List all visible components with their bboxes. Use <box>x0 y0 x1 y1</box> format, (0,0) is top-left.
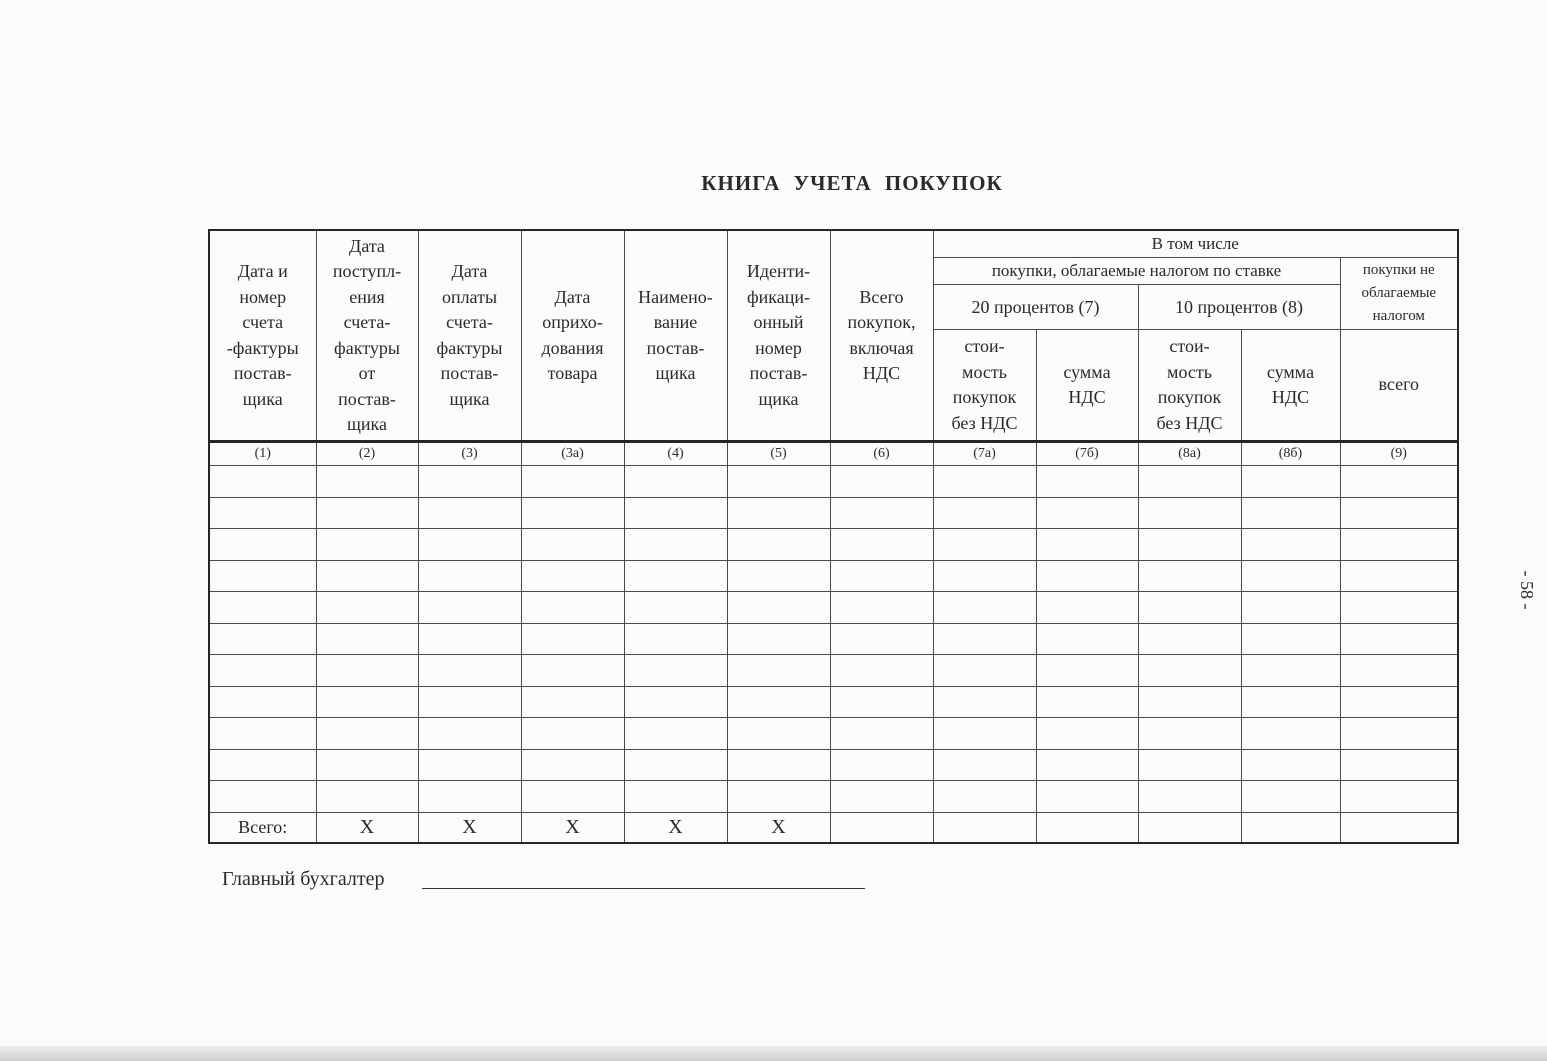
table-cell <box>1340 749 1458 781</box>
table-cell <box>1138 781 1241 813</box>
header-supplier-name: Наимено- вание постав- щика <box>624 230 727 442</box>
total-x-mark: X <box>624 812 727 843</box>
table-cell <box>209 781 316 813</box>
table-cell <box>1340 592 1458 624</box>
table-cell <box>1138 529 1241 561</box>
column-number: (2) <box>316 442 418 466</box>
table-row <box>209 686 1458 718</box>
table-cell <box>1340 623 1458 655</box>
table-cell <box>727 749 830 781</box>
table-cell <box>1036 686 1138 718</box>
table-cell <box>209 655 316 687</box>
table-cell <box>1138 466 1241 498</box>
table-cell <box>1036 655 1138 687</box>
table-cell <box>1340 560 1458 592</box>
total-x-mark: X <box>521 812 624 843</box>
table-cell <box>521 655 624 687</box>
table-cell <box>727 560 830 592</box>
header-vat-amount-10: сумма НДС <box>1241 330 1340 442</box>
table-cell <box>624 749 727 781</box>
table-cell <box>521 560 624 592</box>
table-row <box>209 497 1458 529</box>
table-cell <box>727 466 830 498</box>
column-number: (7а) <box>933 442 1036 466</box>
scan-edge <box>0 1046 1547 1061</box>
signature-line <box>422 888 865 889</box>
header-invoice-date-number: Дата и номер счета -фактуры постав- щика <box>209 230 316 442</box>
table-cell <box>933 592 1036 624</box>
table-cell <box>418 686 521 718</box>
table-cell <box>624 560 727 592</box>
table-cell <box>1138 623 1241 655</box>
table-cell <box>521 497 624 529</box>
table-cell <box>1241 497 1340 529</box>
table-cell <box>1241 749 1340 781</box>
total-x-mark: X <box>316 812 418 843</box>
total-section <box>209 812 1458 843</box>
column-number: (7б) <box>1036 442 1138 466</box>
table-cell <box>1138 686 1241 718</box>
table-cell <box>418 781 521 813</box>
header-untaxed-purchases: покупки не облагаемые налогом <box>1340 258 1458 330</box>
table-row <box>209 466 1458 498</box>
table-cell <box>418 466 521 498</box>
table-cell <box>830 529 933 561</box>
table-cell <box>1138 497 1241 529</box>
chief-accountant-label: Главный бухгалтер <box>222 868 385 890</box>
header-row-a <box>209 230 1458 258</box>
table-cell <box>1036 749 1138 781</box>
table-header <box>209 230 1458 442</box>
table-cell <box>521 749 624 781</box>
header-taxed-purchases: покупки, облагаемые налогом по ставке <box>933 258 1340 285</box>
header-invoice-received-date: Дата поступл- ения счета- фактуры от постав- щика <box>316 230 418 442</box>
total-cell <box>1036 812 1138 843</box>
table-cell <box>209 592 316 624</box>
column-number: (5) <box>727 442 830 466</box>
table-cell <box>418 592 521 624</box>
table-row <box>209 655 1458 687</box>
table-cell <box>1138 592 1241 624</box>
table-row <box>209 529 1458 561</box>
column-number: (8б) <box>1241 442 1340 466</box>
table-cell <box>933 655 1036 687</box>
table-cell <box>1340 655 1458 687</box>
table-cell <box>933 623 1036 655</box>
header-rate-20: 20 процентов (7) <box>933 285 1138 330</box>
column-number: (9) <box>1340 442 1458 466</box>
table-cell <box>521 529 624 561</box>
column-number: (8а) <box>1138 442 1241 466</box>
table-cell <box>1241 655 1340 687</box>
column-number-row <box>209 442 1458 466</box>
table-cell <box>624 592 727 624</box>
table-cell <box>933 466 1036 498</box>
purchase-ledger-table <box>208 229 1459 844</box>
table-cell <box>1036 623 1138 655</box>
table-cell <box>418 560 521 592</box>
table-cell <box>830 749 933 781</box>
table-cell <box>209 686 316 718</box>
total-cell <box>933 812 1036 843</box>
table-cell <box>933 560 1036 592</box>
table-cell <box>521 686 624 718</box>
header-including: В том числе <box>933 230 1458 258</box>
table-cell <box>1241 560 1340 592</box>
table-cell <box>316 686 418 718</box>
table-cell <box>1340 686 1458 718</box>
table-cell <box>316 592 418 624</box>
table-cell <box>209 560 316 592</box>
table-cell <box>933 781 1036 813</box>
table-cell <box>933 686 1036 718</box>
table-cell <box>933 529 1036 561</box>
table-cell <box>727 497 830 529</box>
column-number: (1) <box>209 442 316 466</box>
table-cell <box>624 655 727 687</box>
header-untaxed-total: всего <box>1340 330 1458 442</box>
table-cell <box>316 497 418 529</box>
table-cell <box>624 718 727 750</box>
table-cell <box>1241 592 1340 624</box>
header-invoice-payment-date: Дата оплаты счета- фактуры постав- щика <box>418 230 521 442</box>
table-cell <box>316 466 418 498</box>
table-cell <box>1138 718 1241 750</box>
table-cell <box>1340 497 1458 529</box>
table-cell <box>727 623 830 655</box>
header-vat-amount-20: сумма НДС <box>1036 330 1138 442</box>
document-title: КНИГА УЧЕТА ПОКУПОК <box>701 171 1003 195</box>
total-cell <box>1340 812 1458 843</box>
table-cell <box>418 623 521 655</box>
table-cell <box>1036 781 1138 813</box>
table-cell <box>1241 781 1340 813</box>
table-cell <box>521 592 624 624</box>
table-cell <box>209 529 316 561</box>
header-cost-excl-vat-10: стои- мость покупок без НДС <box>1138 330 1241 442</box>
table-cell <box>521 623 624 655</box>
table-cell <box>1340 466 1458 498</box>
table-cell <box>1340 529 1458 561</box>
table-row <box>209 781 1458 813</box>
table-cell <box>418 749 521 781</box>
table-cell <box>624 497 727 529</box>
total-x-mark: X <box>727 812 830 843</box>
page-number: - 58 - <box>1517 570 1537 610</box>
table-cell <box>1138 749 1241 781</box>
total-x-mark: X <box>418 812 521 843</box>
table-cell <box>1036 592 1138 624</box>
table-cell <box>1241 686 1340 718</box>
table-cell <box>727 686 830 718</box>
table-cell <box>418 529 521 561</box>
table-cell <box>418 497 521 529</box>
table-row <box>209 560 1458 592</box>
header-goods-receipt-date: Дата оприхо- дования товара <box>521 230 624 442</box>
header-total-purchases-incl-vat: Всего покупок, включая НДС <box>830 230 933 442</box>
table-cell <box>521 781 624 813</box>
table-cell <box>624 686 727 718</box>
table-cell <box>316 623 418 655</box>
table-cell <box>209 718 316 750</box>
table-row <box>209 749 1458 781</box>
column-number-section <box>209 442 1458 466</box>
table-cell <box>209 466 316 498</box>
table-cell <box>727 718 830 750</box>
table-cell <box>316 749 418 781</box>
table-cell <box>209 749 316 781</box>
table-cell <box>830 718 933 750</box>
total-cell <box>1241 812 1340 843</box>
table-cell <box>933 749 1036 781</box>
table-cell <box>624 781 727 813</box>
header-rate-10: 10 процентов (8) <box>1138 285 1340 330</box>
column-number: (6) <box>830 442 933 466</box>
total-cell <box>830 812 933 843</box>
table-cell <box>316 718 418 750</box>
table-cell <box>1036 497 1138 529</box>
table-cell <box>727 655 830 687</box>
table-cell <box>1036 560 1138 592</box>
table-cell <box>933 497 1036 529</box>
table-cell <box>1340 781 1458 813</box>
table-cell <box>1340 718 1458 750</box>
table-cell <box>830 655 933 687</box>
table-cell <box>521 718 624 750</box>
table-cell <box>1138 560 1241 592</box>
table-cell <box>1036 718 1138 750</box>
table-cell <box>1241 718 1340 750</box>
table-cell <box>209 623 316 655</box>
table-row <box>209 623 1458 655</box>
table-cell <box>830 781 933 813</box>
total-cell <box>1138 812 1241 843</box>
table-cell <box>830 497 933 529</box>
table-cell <box>209 497 316 529</box>
header-cost-excl-vat-20: стои- мость покупок без НДС <box>933 330 1036 442</box>
table-cell <box>1241 529 1340 561</box>
table-cell <box>316 655 418 687</box>
table-cell <box>830 560 933 592</box>
table-cell <box>727 781 830 813</box>
table-cell <box>830 466 933 498</box>
table-cell <box>830 592 933 624</box>
table-row <box>209 592 1458 624</box>
table-cell <box>624 529 727 561</box>
table-cell <box>418 655 521 687</box>
table-cell <box>316 560 418 592</box>
table-row <box>209 718 1458 750</box>
table-cell <box>316 529 418 561</box>
table-cell <box>418 718 521 750</box>
table-cell <box>830 623 933 655</box>
column-number: (4) <box>624 442 727 466</box>
table-cell <box>1241 466 1340 498</box>
table-cell <box>1138 655 1241 687</box>
total-row <box>209 812 1458 843</box>
table-cell <box>1036 529 1138 561</box>
ledger-entry-rows <box>209 466 1458 813</box>
table-cell <box>316 781 418 813</box>
total-label: Всего: <box>209 812 316 843</box>
table-cell <box>521 466 624 498</box>
table-cell <box>727 592 830 624</box>
column-number: (3) <box>418 442 521 466</box>
table-cell <box>933 718 1036 750</box>
header-supplier-id-number: Иденти- фикаци- онный номер постав- щика <box>727 230 830 442</box>
table-cell <box>1036 466 1138 498</box>
table-cell <box>624 466 727 498</box>
table-cell <box>830 686 933 718</box>
table-cell <box>1241 623 1340 655</box>
column-number: (3а) <box>521 442 624 466</box>
table-cell <box>727 529 830 561</box>
table-cell <box>624 623 727 655</box>
